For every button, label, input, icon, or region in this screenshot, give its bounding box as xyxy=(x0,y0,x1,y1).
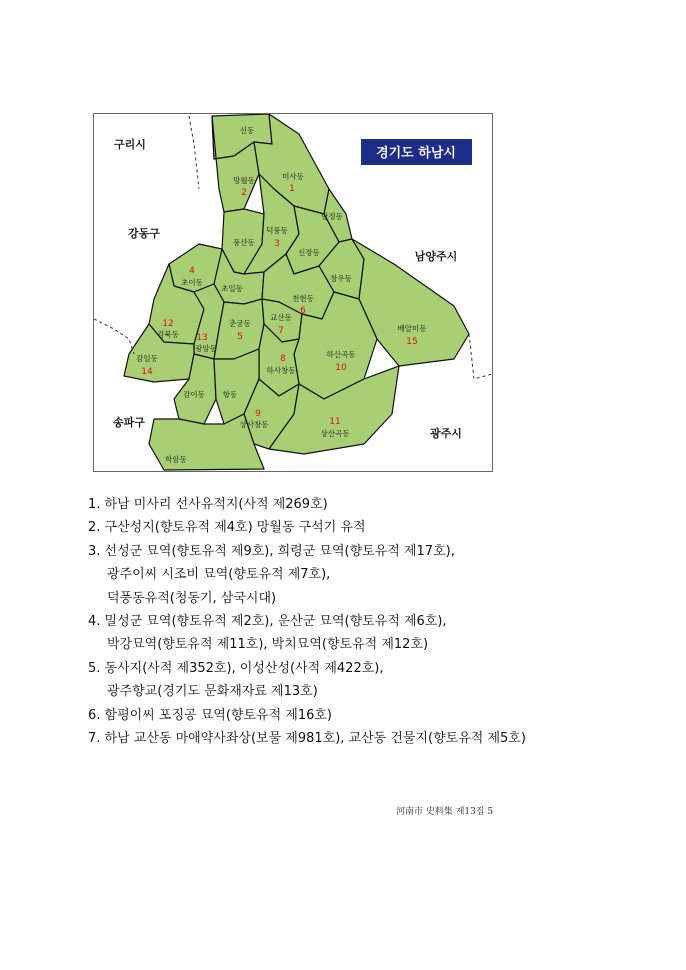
list-item: 1. 하남 미사리 선사유적지(사적 제269호) xyxy=(88,497,328,512)
hanam-map-svg xyxy=(94,114,492,471)
neighbor-gwangju: 광주시 xyxy=(430,427,462,440)
list-item-continued: 광주이씨 시조비 묘역(향토유적 제7호), xyxy=(107,567,331,583)
list-item: 6. 함평이씨 포징공 묘역(향토유적 제16호) xyxy=(88,707,332,723)
label-choil: 초일동 xyxy=(221,284,243,293)
list-item-continued: 덕풍동유적(청동기, 삼국시대) xyxy=(107,590,277,606)
num-deokpung: 3 xyxy=(274,239,280,249)
list-item: 3. 선성군 묘역(향토유적 제9호), 희령군 묘역(향토유적 제17호), xyxy=(88,543,455,559)
city-border-east xyxy=(469,334,492,379)
label-deokpung: 덕풍동 xyxy=(266,226,288,235)
list-item: 4. 밀성군 묘역(향토유적 제2호), 운산군 묘역(향토유적 제6호), xyxy=(88,614,447,630)
list-item: 7. 하남 교산동 마애약사좌상(보물 제981호), 교산동 건물지(향토유적 제5호) xyxy=(88,731,526,747)
num-gyosan: 7 xyxy=(278,326,284,336)
num-choi: 4 xyxy=(189,266,195,276)
label-gami: 감이동 xyxy=(183,390,205,399)
num-chungung: 5 xyxy=(237,332,243,342)
label-changu: 창우동 xyxy=(330,274,352,283)
label-sangsachang: 상사창동 xyxy=(239,420,269,429)
label-gwangam: 광암동 xyxy=(195,344,217,353)
city-border-west xyxy=(94,319,134,354)
label-baealmi: 배알미동 xyxy=(397,324,427,333)
label-hang: 항동 xyxy=(222,390,238,399)
label-hagam: 학암동 xyxy=(165,455,187,464)
list-item-continued: 박강묘역(향토유적 제11호), 박치묘역(향토유적 제12호) xyxy=(107,637,429,653)
num-gwangam: 13 xyxy=(196,333,208,343)
label-mangwol: 망월동 xyxy=(233,176,255,185)
label-hasangok: 하산곡동 xyxy=(326,350,356,359)
label-choi: 초이동 xyxy=(181,278,203,287)
num-gamil: 14 xyxy=(141,367,153,377)
num-gambuk: 12 xyxy=(162,319,174,329)
city-border-north xyxy=(189,116,199,189)
list-item: 2. 구산성지(향토유적 제4호) 망월동 구석기 유적 xyxy=(88,520,366,536)
num-hasachang: 8 xyxy=(280,354,286,364)
heritage-list xyxy=(88,493,548,750)
label-gamil: 감일동 xyxy=(136,354,158,363)
num-misa: 1 xyxy=(289,184,295,194)
neighbor-gangdong: 강동구 xyxy=(128,227,160,240)
num-sangsachang: 9 xyxy=(255,409,261,419)
num-sangsangok: 11 xyxy=(329,417,341,427)
num-mangwol: 2 xyxy=(241,188,247,198)
label-chungung: 춘궁동 xyxy=(229,319,251,328)
label-dangjeong: 당정동 xyxy=(321,212,343,221)
label-gyosan: 교산동 xyxy=(270,313,292,322)
label-pungsan: 풍산동 xyxy=(233,238,255,247)
label-misa: 미사동 xyxy=(282,172,304,181)
list-item-continued: 광주향교(경기도 문화재자료 제13호) xyxy=(107,684,318,700)
label-sinjang: 신장동 xyxy=(298,248,320,257)
map-title: 경기도 하남시 xyxy=(376,146,456,161)
num-baealmi: 15 xyxy=(406,337,418,347)
label-seon: 선동 xyxy=(239,126,255,135)
num-cheonhyeon: 6 xyxy=(300,306,306,316)
label-hasachang: 하사창동 xyxy=(266,366,296,375)
label-gambuk: 감북동 xyxy=(157,330,179,339)
num-hasangok: 10 xyxy=(335,363,347,373)
neighbor-namyangju: 남양주시 xyxy=(414,250,458,263)
page-footer: 河南市 史料集 제13집 5 xyxy=(396,807,494,817)
neighbor-songpa: 송파구 xyxy=(113,416,145,429)
list-item: 5. 동사지(사적 제352호), 이성산성(사적 제422호), xyxy=(88,660,384,676)
label-sangsangok: 상산곡동 xyxy=(320,429,350,438)
neighbor-guri: 구리시 xyxy=(114,138,146,151)
hanam-map xyxy=(93,113,493,472)
label-cheonhyeon: 천현동 xyxy=(292,294,314,303)
